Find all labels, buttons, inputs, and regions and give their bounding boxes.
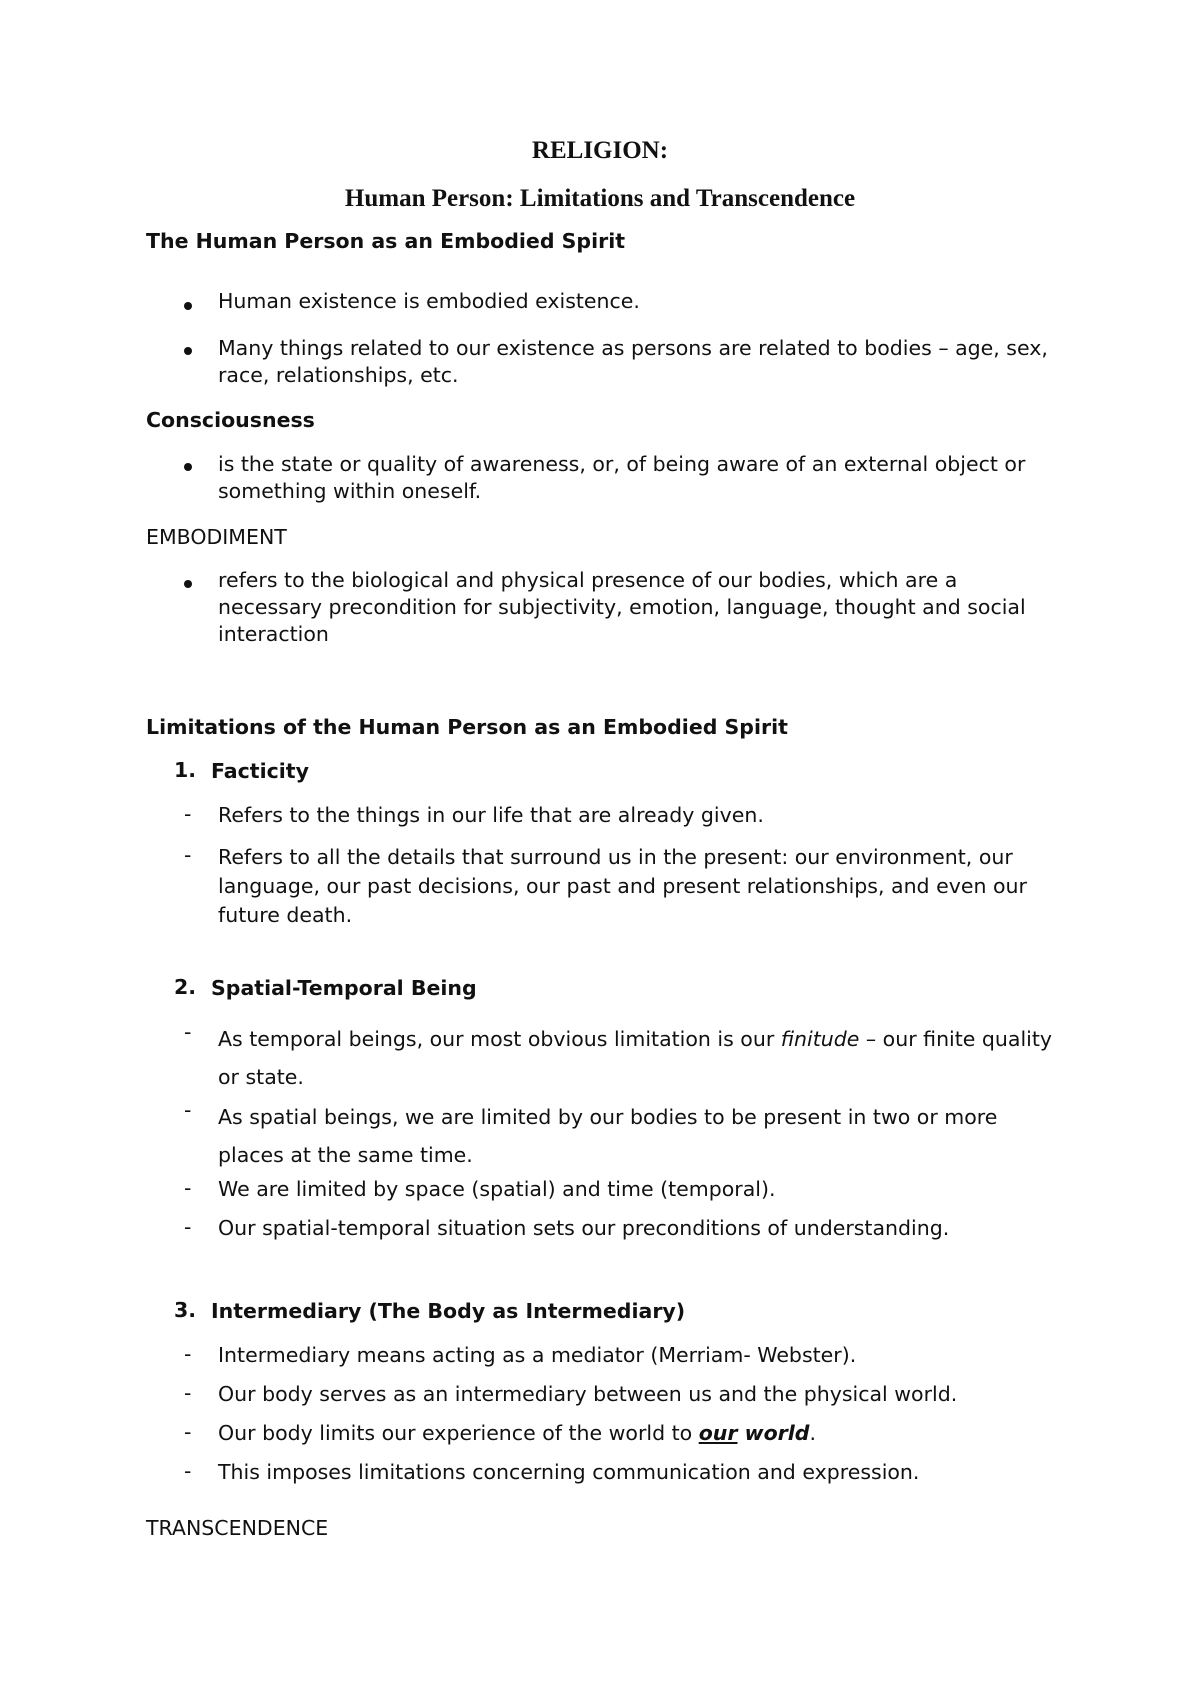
text-run: As temporal beings, our most obvious limitation is our [218,1027,781,1051]
limitation-title-facticity: Facticity [211,759,309,783]
text-run: . [809,1421,817,1445]
list-item [218,1020,1068,1096]
dash-marker: - [184,802,192,826]
document-subtitle: Human Person: Limitations and Transcendence [344,185,856,212]
list-item: As spatial beings, we are limited by our bodies to be present in two or more places at the same time. [218,1105,998,1167]
bullet-item: Human existence is embodied existence. [218,289,640,313]
list-item: We are limited by space (spatial) and time (temporal). [218,1177,776,1201]
bullet-item: refers to the biological and physical presence of our bodies, which are a necessary precondition for subjectivity, emotion, language, thought and social interaction [218,568,1026,646]
underlined-term: our [698,1421,738,1445]
list-item: This imposes limitations concerning communication and expression. [218,1460,920,1484]
list-item: Our body serves as an intermediary between us and the physical world. [218,1382,958,1406]
section-heading-embodied-spirit: The Human Person as an Embodied Spirit [146,229,626,253]
section-heading-consciousness: Consciousness [146,408,315,432]
list-item: Our spatial-temporal situation sets our preconditions of understanding. [218,1216,950,1240]
bullet-icon [184,347,192,355]
list-item: Refers to all the details that surround us in the present: our environment, our language, our past decisions, our past and present relationships, and even our future death. [218,845,1027,927]
bullet-icon [184,463,192,471]
section-heading-embodiment: EMBODIMENT [146,525,287,549]
dash-marker: - [184,843,192,867]
bullet-item: is the state or quality of awareness, or, of being aware of an external object or something within oneself. [218,452,1026,503]
section-heading-limitations: Limitations of the Human Person as an Embodied Spirit [146,715,788,739]
text-run: Our body limits our experience of the world to [218,1421,699,1445]
emphasis-our-world [699,1421,810,1445]
list-item: Refers to the things in our life that are already given. [218,803,764,827]
dash-marker: - [184,1342,192,1366]
dash-marker: - [184,1098,192,1122]
document-title: RELIGION: [531,137,669,164]
dash-marker: - [184,1381,192,1405]
limitation-title-spatial-temporal: Spatial-Temporal Being [211,976,477,1000]
text-run: world [737,1421,810,1445]
list-item: Intermediary means acting as a mediator (Merriam- Webster). [218,1343,857,1367]
dash-marker: - [184,1020,192,1044]
italic-term: finitude [780,1027,860,1051]
list-number: 2. [174,975,197,999]
list-number: 3. [174,1298,197,1322]
bullet-icon [184,302,192,310]
dash-marker: - [184,1420,192,1444]
limitation-title-intermediary: Intermediary (The Body as Intermediary) [211,1299,686,1323]
section-heading-transcendence: TRANSCENDENCE [146,1516,329,1540]
bullet-item: Many things related to our existence as persons are related to bodies – age, sex, race, relationships, etc. [218,336,1048,387]
dash-marker: - [184,1459,192,1483]
dash-marker: - [184,1215,192,1239]
text-run: – our finite quality or state. [218,1027,1053,1089]
bullet-icon [184,580,192,588]
list-item [218,1420,1068,1447]
list-number: 1. [174,758,197,782]
dash-marker: - [184,1176,192,1200]
